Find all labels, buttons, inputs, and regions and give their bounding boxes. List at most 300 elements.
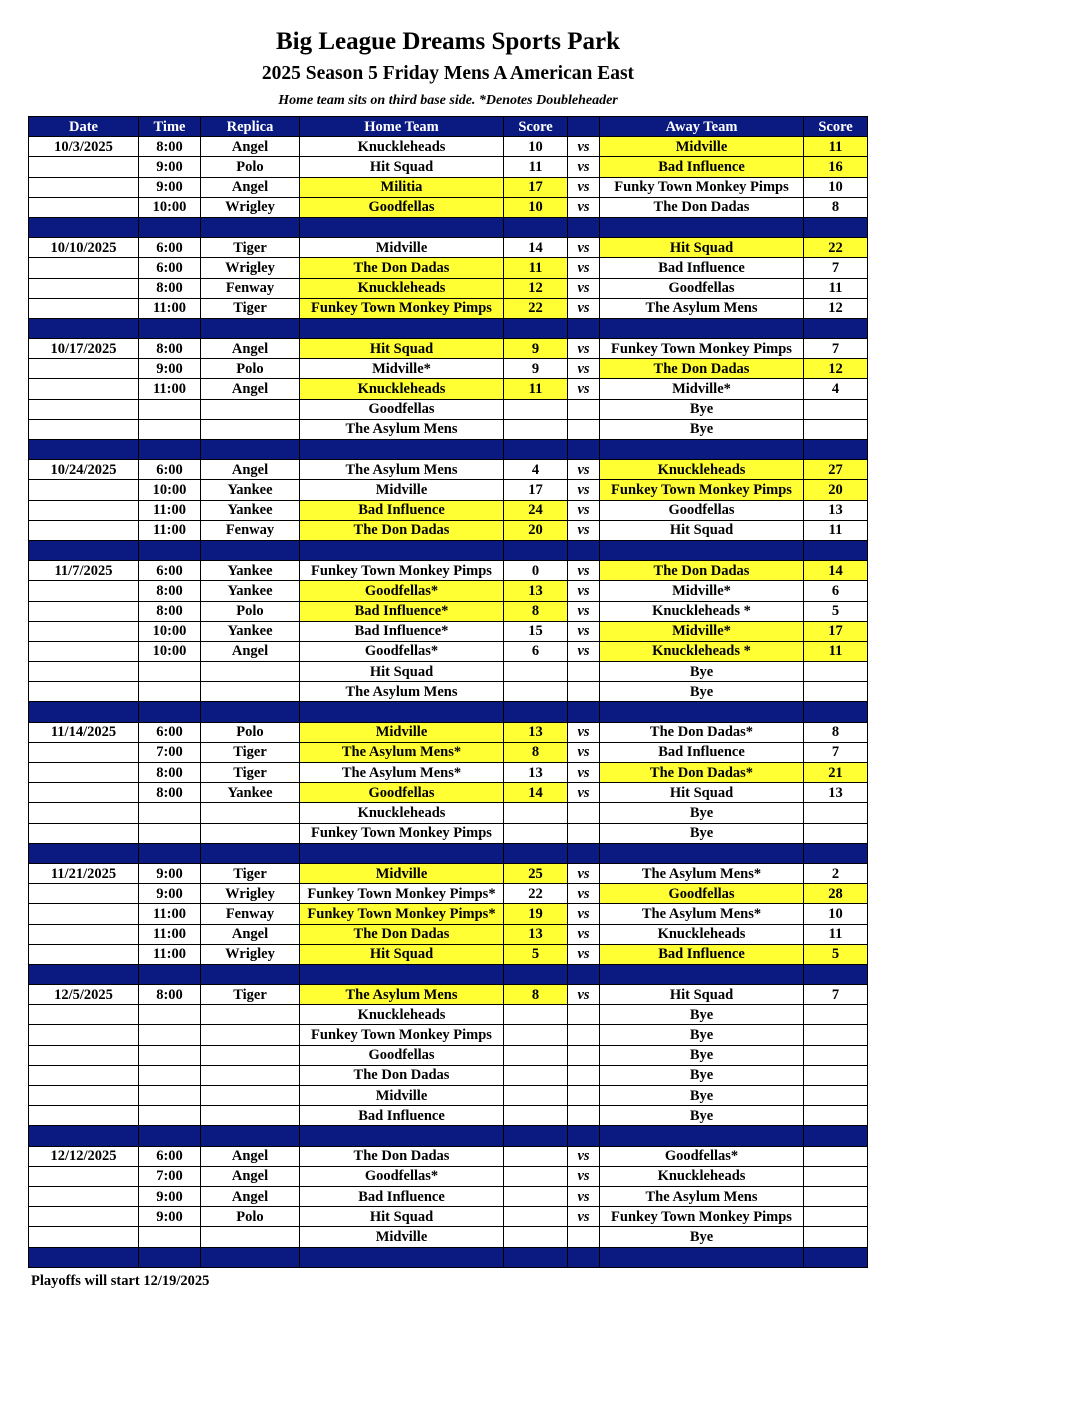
table-row bbox=[29, 379, 868, 399]
week-separator-row bbox=[29, 1126, 868, 1146]
time-cell: 11:00 bbox=[139, 500, 201, 520]
vs-cell bbox=[568, 1045, 600, 1065]
date-cell: 12/5/2025 bbox=[29, 985, 139, 1005]
time-cell bbox=[139, 399, 201, 419]
playoffs-note: Playoffs will start 12/19/2025 bbox=[31, 1273, 210, 1289]
date-cell bbox=[29, 803, 139, 823]
away-team-cell: Bye bbox=[600, 803, 804, 823]
date-cell bbox=[29, 1005, 139, 1025]
date-cell bbox=[29, 682, 139, 702]
separator-cell bbox=[804, 843, 868, 863]
home-score-cell bbox=[504, 1005, 568, 1025]
time-cell: 11:00 bbox=[139, 904, 201, 924]
separator-cell bbox=[300, 843, 504, 863]
away-score-cell: 4 bbox=[804, 379, 868, 399]
time-cell bbox=[139, 1227, 201, 1247]
home-score-cell bbox=[504, 419, 568, 439]
table-row bbox=[29, 460, 868, 480]
vs-cell bbox=[568, 1005, 600, 1025]
away-team-cell: Funkey Town Monkey Pimps bbox=[600, 480, 804, 500]
time-cell: 10:00 bbox=[139, 197, 201, 217]
separator-cell bbox=[600, 217, 804, 237]
separator-cell bbox=[201, 440, 300, 460]
vs-cell: vs bbox=[568, 157, 600, 177]
date-cell: 11/14/2025 bbox=[29, 722, 139, 742]
separator-cell bbox=[300, 1247, 504, 1267]
vs-cell: vs bbox=[568, 944, 600, 964]
away-score-cell: 5 bbox=[804, 944, 868, 964]
home-team-cell: Knuckleheads bbox=[300, 379, 504, 399]
table-row bbox=[29, 924, 868, 944]
time-cell: 9:00 bbox=[139, 863, 201, 883]
table-row bbox=[29, 359, 868, 379]
week-separator-row bbox=[29, 540, 868, 560]
away-team-cell: Midville* bbox=[600, 581, 804, 601]
time-cell: 6:00 bbox=[139, 460, 201, 480]
home-score-cell bbox=[504, 1106, 568, 1126]
home-score-cell: 14 bbox=[504, 783, 568, 803]
replica-cell bbox=[201, 1065, 300, 1085]
separator-cell bbox=[568, 318, 600, 338]
week-separator-row bbox=[29, 440, 868, 460]
home-team-cell: Hit Squad bbox=[300, 339, 504, 359]
away-score-cell bbox=[804, 1227, 868, 1247]
home-team-cell: Funkey Town Monkey Pimps bbox=[300, 298, 504, 318]
time-cell: 9:00 bbox=[139, 1207, 201, 1227]
replica-cell bbox=[201, 803, 300, 823]
home-team-cell: The Don Dadas bbox=[300, 924, 504, 944]
vs-cell: vs bbox=[568, 339, 600, 359]
date-cell bbox=[29, 823, 139, 843]
replica-cell bbox=[201, 682, 300, 702]
home-team-cell: Knuckleheads bbox=[300, 803, 504, 823]
home-team-cell: Knuckleheads bbox=[300, 137, 504, 157]
replica-cell: Polo bbox=[201, 359, 300, 379]
away-score-cell: 28 bbox=[804, 884, 868, 904]
away-score-cell bbox=[804, 1146, 868, 1166]
home-score-cell: 12 bbox=[504, 278, 568, 298]
vs-cell: vs bbox=[568, 722, 600, 742]
away-team-cell: Bye bbox=[600, 1106, 804, 1126]
home-team-cell: Hit Squad bbox=[300, 944, 504, 964]
week-separator-row bbox=[29, 1247, 868, 1267]
time-cell: 10:00 bbox=[139, 480, 201, 500]
separator-cell bbox=[29, 702, 139, 722]
date-cell bbox=[29, 298, 139, 318]
home-team-cell: Bad Influence* bbox=[300, 601, 504, 621]
home-score-cell: 11 bbox=[504, 258, 568, 278]
away-team-cell: Goodfellas bbox=[600, 278, 804, 298]
away-team-cell: Midville* bbox=[600, 379, 804, 399]
vs-cell bbox=[568, 823, 600, 843]
replica-cell: Angel bbox=[201, 1146, 300, 1166]
separator-cell bbox=[29, 1247, 139, 1267]
table-row bbox=[29, 884, 868, 904]
separator-cell bbox=[29, 318, 139, 338]
date-cell bbox=[29, 924, 139, 944]
away-score-cell bbox=[804, 1005, 868, 1025]
separator-cell bbox=[300, 1126, 504, 1146]
date-cell: 12/12/2025 bbox=[29, 1146, 139, 1166]
home-score-cell: 24 bbox=[504, 500, 568, 520]
separator-cell bbox=[29, 843, 139, 863]
separator-cell bbox=[568, 702, 600, 722]
home-team-cell: Midville bbox=[300, 238, 504, 258]
away-team-cell: Knuckleheads bbox=[600, 924, 804, 944]
vs-cell: vs bbox=[568, 480, 600, 500]
date-cell bbox=[29, 399, 139, 419]
separator-cell bbox=[568, 964, 600, 984]
time-cell: 6:00 bbox=[139, 1146, 201, 1166]
away-score-cell: 5 bbox=[804, 601, 868, 621]
vs-cell bbox=[568, 1086, 600, 1106]
home-team-cell: The Asylum Mens bbox=[300, 460, 504, 480]
time-cell: 10:00 bbox=[139, 641, 201, 661]
time-cell: 9:00 bbox=[139, 359, 201, 379]
home-score-cell: 5 bbox=[504, 944, 568, 964]
away-score-cell: 13 bbox=[804, 783, 868, 803]
separator-cell bbox=[201, 964, 300, 984]
home-score-cell bbox=[504, 399, 568, 419]
home-team-cell: Knuckleheads bbox=[300, 278, 504, 298]
week-separator-row bbox=[29, 217, 868, 237]
date-cell bbox=[29, 1065, 139, 1085]
away-score-cell: 2 bbox=[804, 863, 868, 883]
separator-cell bbox=[600, 843, 804, 863]
away-team-cell: Knuckleheads * bbox=[600, 641, 804, 661]
away-score-cell: 22 bbox=[804, 238, 868, 258]
home-score-cell: 15 bbox=[504, 621, 568, 641]
home-team-cell: The Asylum Mens* bbox=[300, 742, 504, 762]
time-cell bbox=[139, 1065, 201, 1085]
time-cell bbox=[139, 1025, 201, 1045]
replica-cell bbox=[201, 662, 300, 682]
replica-cell: Polo bbox=[201, 1207, 300, 1227]
away-score-cell: 11 bbox=[804, 924, 868, 944]
vs-cell bbox=[568, 662, 600, 682]
home-team-cell: The Don Dadas bbox=[300, 1146, 504, 1166]
replica-cell: Yankee bbox=[201, 480, 300, 500]
table-row bbox=[29, 722, 868, 742]
away-team-cell: The Asylum Mens bbox=[600, 298, 804, 318]
separator-cell bbox=[568, 1247, 600, 1267]
home-team-cell: Midville bbox=[300, 863, 504, 883]
home-team-cell: The Don Dadas bbox=[300, 1065, 504, 1085]
table-row bbox=[29, 1186, 868, 1206]
schedule-table bbox=[28, 116, 868, 1268]
table-row bbox=[29, 1166, 868, 1186]
away-team-cell: Goodfellas bbox=[600, 500, 804, 520]
col-header-home-score: Score bbox=[504, 117, 568, 137]
table-row bbox=[29, 1005, 868, 1025]
home-score-cell: 13 bbox=[504, 763, 568, 783]
separator-cell bbox=[600, 1247, 804, 1267]
home-team-cell: Knuckleheads bbox=[300, 1005, 504, 1025]
time-cell: 11:00 bbox=[139, 944, 201, 964]
vs-cell: vs bbox=[568, 258, 600, 278]
separator-cell bbox=[504, 318, 568, 338]
replica-cell: Angel bbox=[201, 137, 300, 157]
away-team-cell: Bye bbox=[600, 1025, 804, 1045]
away-team-cell: Knuckleheads bbox=[600, 460, 804, 480]
away-team-cell: Goodfellas bbox=[600, 884, 804, 904]
vs-cell: vs bbox=[568, 924, 600, 944]
separator-cell bbox=[600, 540, 804, 560]
replica-cell: Tiger bbox=[201, 985, 300, 1005]
col-header-vs bbox=[568, 117, 600, 137]
away-team-cell: Knuckleheads bbox=[600, 1166, 804, 1186]
away-score-cell: 10 bbox=[804, 177, 868, 197]
table-row bbox=[29, 238, 868, 258]
away-team-cell: Midville* bbox=[600, 621, 804, 641]
away-team-cell: Midville bbox=[600, 137, 804, 157]
col-header-away-score: Score bbox=[804, 117, 868, 137]
home-team-cell: Goodfellas bbox=[300, 783, 504, 803]
table-row bbox=[29, 641, 868, 661]
away-score-cell: 7 bbox=[804, 742, 868, 762]
away-team-cell: The Don Dadas* bbox=[600, 763, 804, 783]
away-score-cell bbox=[804, 399, 868, 419]
separator-cell bbox=[139, 702, 201, 722]
home-score-cell bbox=[504, 1207, 568, 1227]
away-team-cell: Bad Influence bbox=[600, 944, 804, 964]
vs-cell: vs bbox=[568, 1186, 600, 1206]
away-score-cell: 7 bbox=[804, 258, 868, 278]
table-row bbox=[29, 682, 868, 702]
table-row bbox=[29, 520, 868, 540]
time-cell bbox=[139, 1045, 201, 1065]
replica-cell bbox=[201, 399, 300, 419]
time-cell: 6:00 bbox=[139, 238, 201, 258]
date-cell bbox=[29, 1186, 139, 1206]
time-cell: 9:00 bbox=[139, 884, 201, 904]
away-score-cell: 11 bbox=[804, 278, 868, 298]
away-team-cell: Hit Squad bbox=[600, 520, 804, 540]
page-title: Big League Dreams Sports Park bbox=[276, 28, 620, 55]
separator-cell bbox=[139, 1247, 201, 1267]
separator-cell bbox=[139, 843, 201, 863]
home-score-cell: 11 bbox=[504, 379, 568, 399]
time-cell: 9:00 bbox=[139, 1186, 201, 1206]
away-score-cell bbox=[804, 803, 868, 823]
separator-cell bbox=[201, 1247, 300, 1267]
replica-cell bbox=[201, 1227, 300, 1247]
date-cell bbox=[29, 884, 139, 904]
away-team-cell: Bad Influence bbox=[600, 742, 804, 762]
time-cell bbox=[139, 1086, 201, 1106]
table-row bbox=[29, 662, 868, 682]
vs-cell: vs bbox=[568, 621, 600, 641]
home-team-cell: Funkey Town Monkey Pimps bbox=[300, 1025, 504, 1045]
replica-cell: Yankee bbox=[201, 561, 300, 581]
time-cell: 8:00 bbox=[139, 278, 201, 298]
away-team-cell: Funky Town Monkey Pimps bbox=[600, 177, 804, 197]
replica-cell bbox=[201, 823, 300, 843]
home-score-cell: 22 bbox=[504, 884, 568, 904]
time-cell: 8:00 bbox=[139, 783, 201, 803]
table-row bbox=[29, 863, 868, 883]
time-cell: 11:00 bbox=[139, 924, 201, 944]
home-team-cell: Goodfellas bbox=[300, 1045, 504, 1065]
date-cell bbox=[29, 1086, 139, 1106]
away-score-cell: 20 bbox=[804, 480, 868, 500]
away-team-cell: The Asylum Mens* bbox=[600, 904, 804, 924]
table-row bbox=[29, 904, 868, 924]
separator-cell bbox=[201, 318, 300, 338]
away-team-cell: Bye bbox=[600, 419, 804, 439]
away-score-cell: 17 bbox=[804, 621, 868, 641]
separator-cell bbox=[139, 964, 201, 984]
away-team-cell: The Don Dadas bbox=[600, 197, 804, 217]
time-cell: 8:00 bbox=[139, 339, 201, 359]
vs-cell: vs bbox=[568, 641, 600, 661]
home-score-cell: 4 bbox=[504, 460, 568, 480]
time-cell: 6:00 bbox=[139, 258, 201, 278]
time-cell: 8:00 bbox=[139, 763, 201, 783]
vs-cell bbox=[568, 1106, 600, 1126]
separator-cell bbox=[504, 217, 568, 237]
separator-cell bbox=[504, 1247, 568, 1267]
table-row bbox=[29, 197, 868, 217]
replica-cell: Angel bbox=[201, 339, 300, 359]
home-team-cell: Bad Influence bbox=[300, 1106, 504, 1126]
home-score-cell: 20 bbox=[504, 520, 568, 540]
time-cell bbox=[139, 682, 201, 702]
time-cell: 6:00 bbox=[139, 722, 201, 742]
separator-cell bbox=[139, 1126, 201, 1146]
replica-cell: Tiger bbox=[201, 863, 300, 883]
date-cell bbox=[29, 641, 139, 661]
table-row bbox=[29, 944, 868, 964]
separator-cell bbox=[804, 1247, 868, 1267]
vs-cell: vs bbox=[568, 742, 600, 762]
away-score-cell: 8 bbox=[804, 722, 868, 742]
home-team-cell: Goodfellas* bbox=[300, 641, 504, 661]
date-cell bbox=[29, 742, 139, 762]
vs-cell: vs bbox=[568, 460, 600, 480]
replica-cell: Angel bbox=[201, 1166, 300, 1186]
vs-cell: vs bbox=[568, 238, 600, 258]
replica-cell bbox=[201, 419, 300, 439]
table-row bbox=[29, 1106, 868, 1126]
vs-cell: vs bbox=[568, 197, 600, 217]
home-score-cell: 13 bbox=[504, 924, 568, 944]
table-row bbox=[29, 419, 868, 439]
date-cell bbox=[29, 1025, 139, 1045]
separator-cell bbox=[504, 964, 568, 984]
home-team-cell: Midville bbox=[300, 1227, 504, 1247]
replica-cell: Angel bbox=[201, 379, 300, 399]
vs-cell bbox=[568, 399, 600, 419]
away-team-cell: The Don Dadas bbox=[600, 561, 804, 581]
separator-cell bbox=[600, 440, 804, 460]
vs-cell: vs bbox=[568, 985, 600, 1005]
separator-cell bbox=[504, 540, 568, 560]
home-score-cell: 22 bbox=[504, 298, 568, 318]
time-cell: 10:00 bbox=[139, 621, 201, 641]
home-team-cell: The Don Dadas bbox=[300, 258, 504, 278]
replica-cell: Fenway bbox=[201, 904, 300, 924]
away-score-cell bbox=[804, 1045, 868, 1065]
vs-cell bbox=[568, 803, 600, 823]
away-score-cell bbox=[804, 1025, 868, 1045]
date-cell: 11/7/2025 bbox=[29, 561, 139, 581]
replica-cell: Wrigley bbox=[201, 944, 300, 964]
separator-cell bbox=[504, 843, 568, 863]
away-score-cell bbox=[804, 419, 868, 439]
home-score-cell: 19 bbox=[504, 904, 568, 924]
home-team-cell: The Asylum Mens* bbox=[300, 763, 504, 783]
home-team-cell: The Don Dadas bbox=[300, 520, 504, 540]
time-cell: 6:00 bbox=[139, 561, 201, 581]
table-row bbox=[29, 601, 868, 621]
time-cell: 11:00 bbox=[139, 298, 201, 318]
date-cell bbox=[29, 157, 139, 177]
separator-cell bbox=[300, 318, 504, 338]
home-team-cell: Funkey Town Monkey Pimps* bbox=[300, 904, 504, 924]
time-cell: 11:00 bbox=[139, 379, 201, 399]
replica-cell bbox=[201, 1005, 300, 1025]
separator-cell bbox=[201, 217, 300, 237]
home-team-cell: Bad Influence* bbox=[300, 621, 504, 641]
table-row bbox=[29, 985, 868, 1005]
replica-cell: Yankee bbox=[201, 783, 300, 803]
separator-cell bbox=[568, 217, 600, 237]
vs-cell: vs bbox=[568, 379, 600, 399]
table-row bbox=[29, 298, 868, 318]
away-team-cell: Bye bbox=[600, 682, 804, 702]
date-cell bbox=[29, 197, 139, 217]
away-team-cell: The Don Dadas bbox=[600, 359, 804, 379]
vs-cell: vs bbox=[568, 1207, 600, 1227]
table-row bbox=[29, 1086, 868, 1106]
date-cell bbox=[29, 520, 139, 540]
home-team-cell: Goodfellas* bbox=[300, 1166, 504, 1186]
time-cell: 8:00 bbox=[139, 581, 201, 601]
vs-cell: vs bbox=[568, 783, 600, 803]
home-score-cell: 0 bbox=[504, 561, 568, 581]
separator-cell bbox=[29, 1126, 139, 1146]
vs-cell: vs bbox=[568, 137, 600, 157]
date-cell bbox=[29, 359, 139, 379]
table-row bbox=[29, 177, 868, 197]
table-row bbox=[29, 480, 868, 500]
vs-cell: vs bbox=[568, 904, 600, 924]
col-header-date: Date bbox=[29, 117, 139, 137]
separator-cell bbox=[300, 702, 504, 722]
home-team-cell: Hit Squad bbox=[300, 157, 504, 177]
home-team-cell: Bad Influence bbox=[300, 1186, 504, 1206]
away-score-cell bbox=[804, 1106, 868, 1126]
away-score-cell: 13 bbox=[804, 500, 868, 520]
separator-cell bbox=[600, 702, 804, 722]
home-team-cell: Midville* bbox=[300, 359, 504, 379]
away-team-cell: The Asylum Mens* bbox=[600, 863, 804, 883]
col-header-replica: Replica bbox=[201, 117, 300, 137]
date-cell bbox=[29, 419, 139, 439]
date-cell bbox=[29, 1166, 139, 1186]
separator-cell bbox=[804, 702, 868, 722]
separator-cell bbox=[568, 440, 600, 460]
separator-cell bbox=[300, 540, 504, 560]
table-row bbox=[29, 561, 868, 581]
time-cell bbox=[139, 1106, 201, 1126]
date-cell: 10/10/2025 bbox=[29, 238, 139, 258]
home-score-cell bbox=[504, 1166, 568, 1186]
date-cell: 10/3/2025 bbox=[29, 137, 139, 157]
away-score-cell: 11 bbox=[804, 137, 868, 157]
separator-cell bbox=[804, 540, 868, 560]
